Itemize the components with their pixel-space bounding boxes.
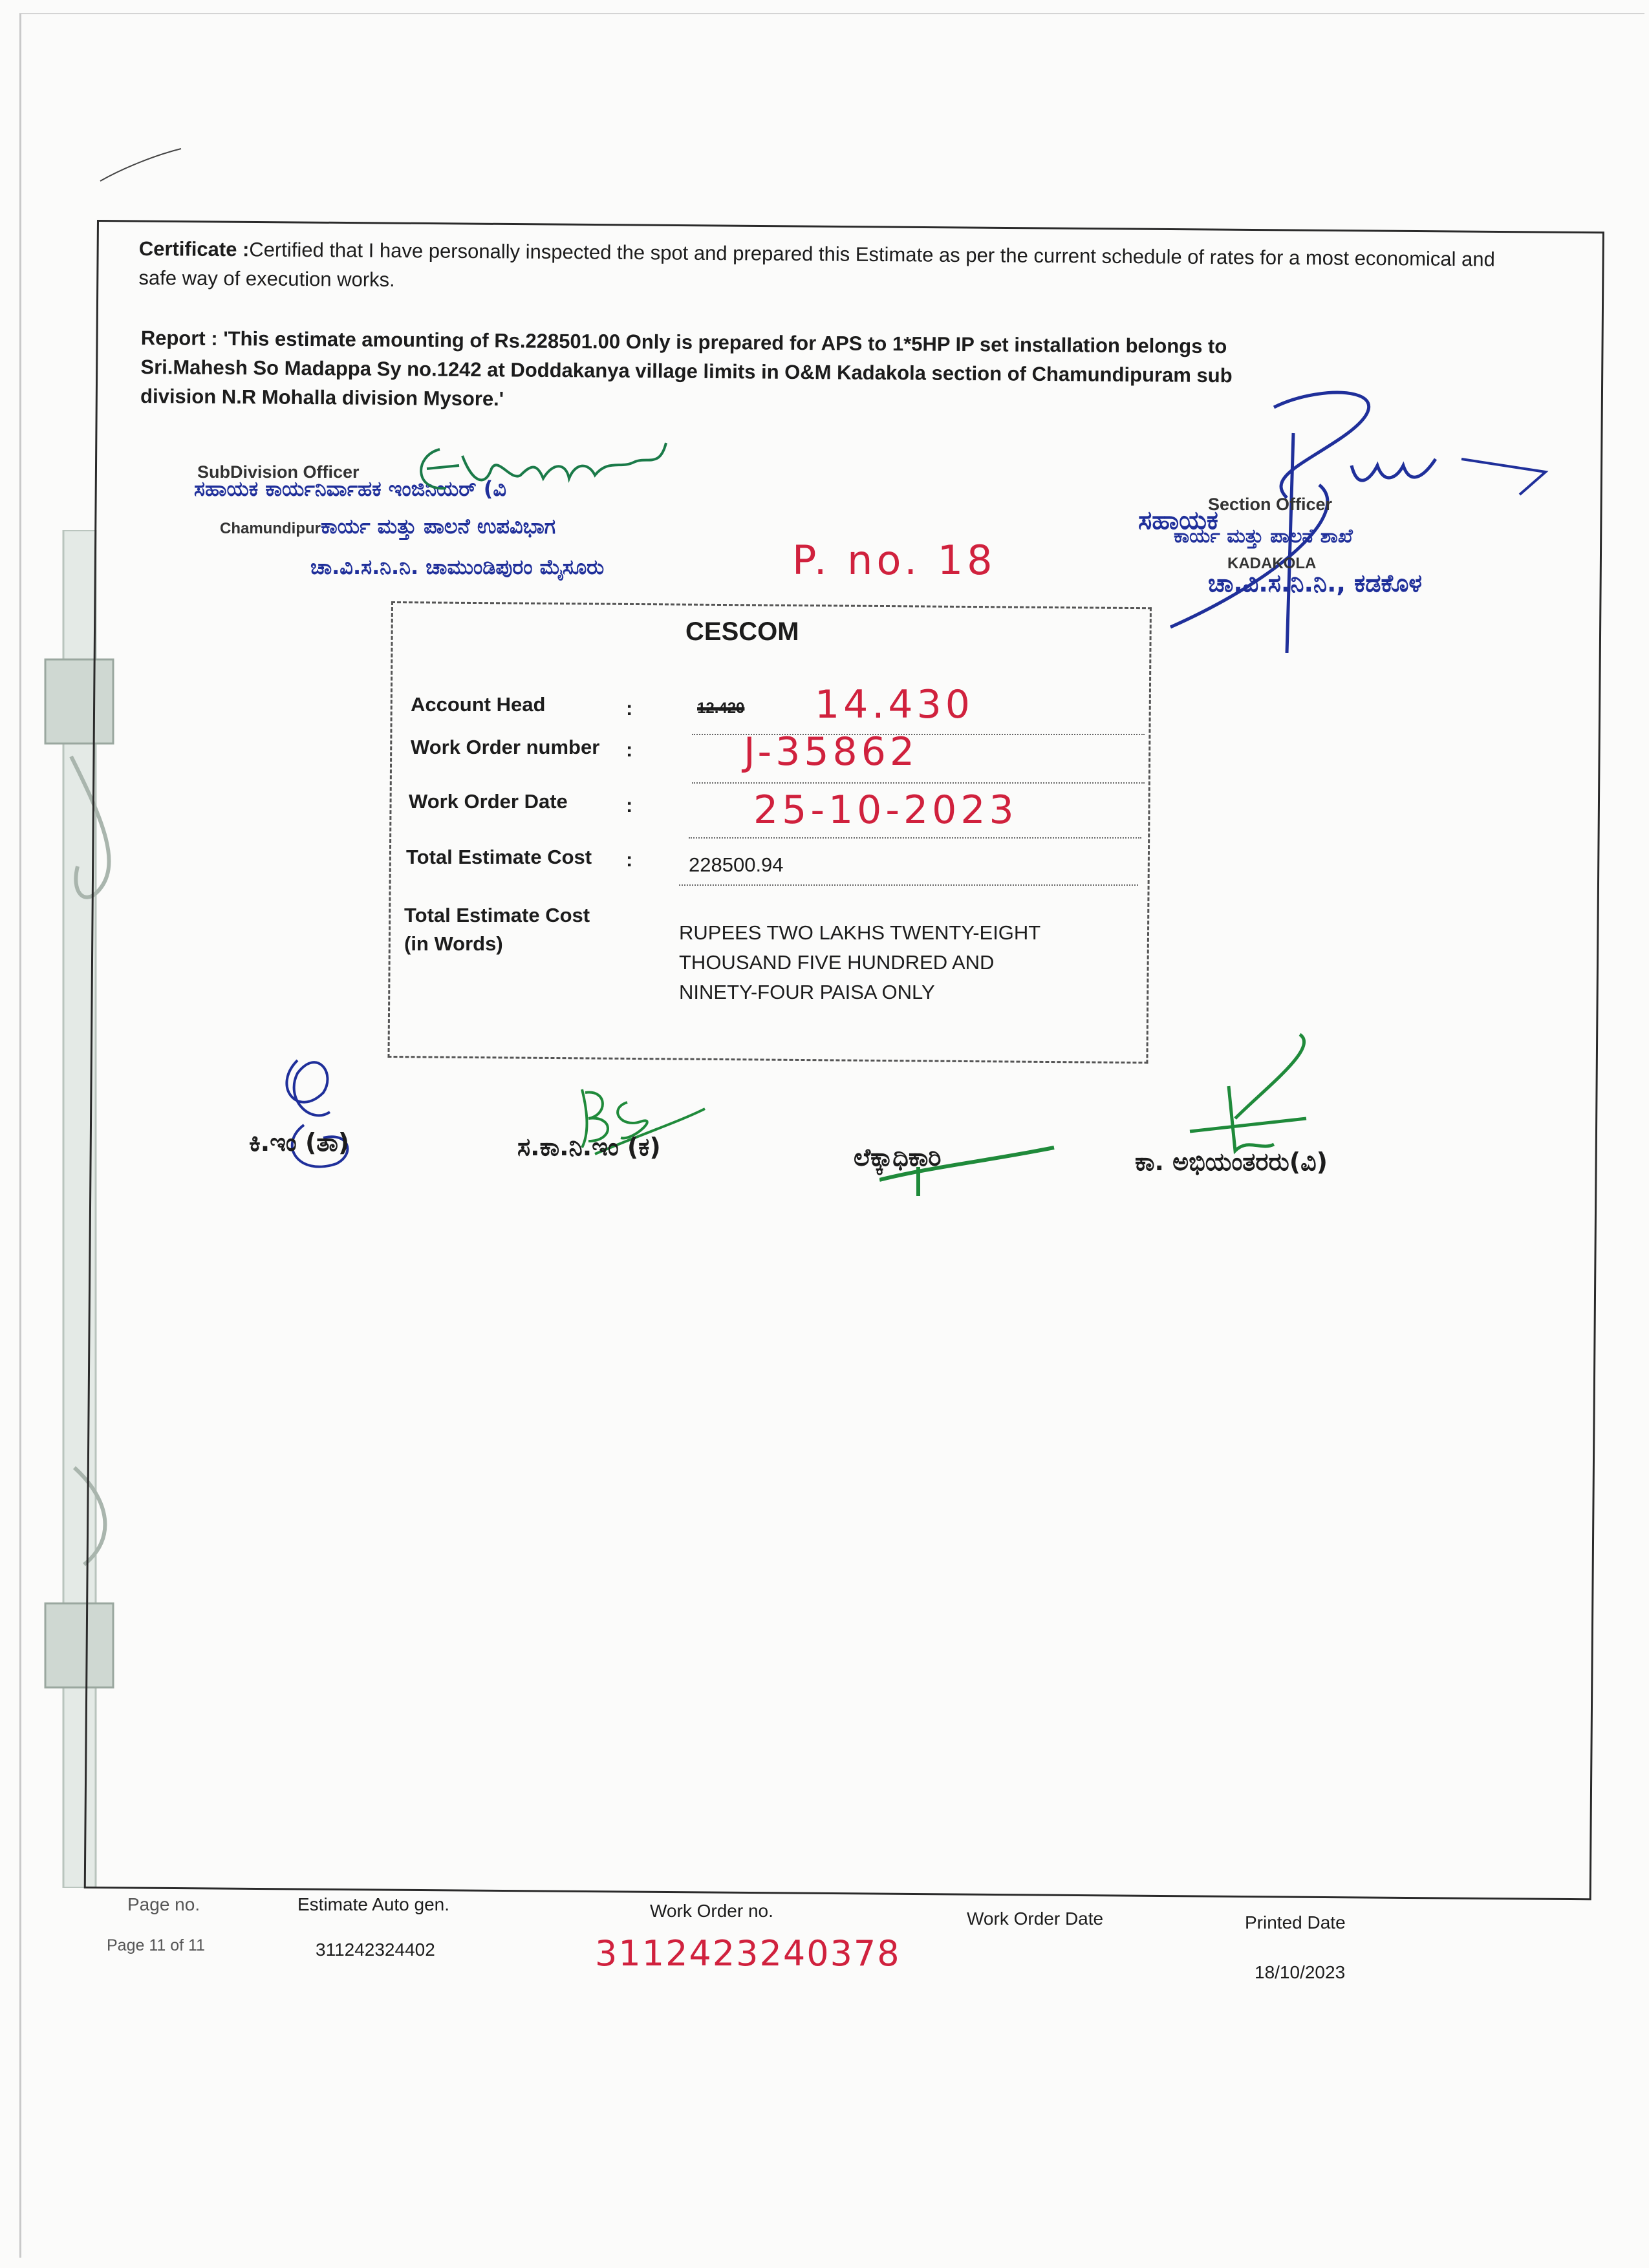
signature-scribble-1: [259, 1034, 388, 1190]
footer-page-label: Page no.: [127, 1894, 200, 1914]
signature-label-3: ಲೆಕ್ಕಾಧಿಕಾರಿ: [854, 1143, 942, 1171]
account-head-struck: 12.420: [697, 700, 745, 717]
account-head-label: Account Head: [411, 693, 546, 716]
total-estimate-words-label-2: (in Words): [404, 932, 503, 955]
footer-work-order-label: Work Order no.: [650, 1901, 773, 1921]
footer-work-order-date-label: Work Order Date: [967, 1909, 1104, 1929]
right-stamp-line3: ಚಾ.ವಿ.ಸ.ನಿ.ನಿ., ಕಡಕೊಳ: [1208, 569, 1422, 597]
left-stamp-line1: ಸಹಾಯಕ ಕಾರ್ಯನಿರ್ವಾಹಕ ಇಂಜಿನಿಯರ್ (ವಿ: [194, 476, 506, 501]
left-stamp-line2-kannada: ಕಾರ್ಯ ಮತ್ತು ಪಾಲನೆ ಉಪವಿಭಾಗ: [321, 514, 556, 539]
subdivision-officer-signature: [401, 430, 673, 501]
right-stamp-line1: ಸಹಾಯಕ: [1138, 506, 1218, 535]
certificate-label: Certificate :: [138, 237, 250, 261]
work-order-date-colon: :: [626, 794, 633, 817]
subdivision-officer-heading: SubDivision Officer: [197, 462, 360, 482]
signature-label-4: ಕಾ. ಅಭಿಯಂತರರು(ವಿ): [1135, 1148, 1328, 1176]
total-estimate-cost-value: 228500.94: [689, 853, 784, 876]
total-estimate-cost-dotline: [679, 884, 1138, 886]
pencil-mark: [97, 142, 188, 187]
total-estimate-words-label-1: Total Estimate Cost: [404, 904, 590, 926]
work-order-date-handwritten: 25-10-2023: [753, 787, 1018, 833]
words-line-3: NINETY-FOUR PAISA ONLY: [679, 981, 935, 1003]
footer-estimate-value: 311242324402: [316, 1940, 435, 1960]
section-officer-signature: [1158, 381, 1571, 653]
left-stamp-line3: ಚಾ.ವಿ.ಸ.ನಿ.ನಿ. ಚಾಮುಂಡಿಪುರಂ ಮೈಸೂರು: [310, 555, 605, 579]
footer-work-order-value: 3112423240378: [595, 1933, 901, 1974]
cescom-title: CESCOM: [685, 617, 799, 646]
left-stamp-line2-prefix: Chamundipur: [220, 520, 321, 537]
work-order-number-colon: :: [626, 738, 633, 761]
right-stamp-line2: ಕಾರ್ಯ ಮತ್ತು ಪಾಲನೆ ಶಾಖೆ: [1174, 525, 1353, 548]
words-line-1: RUPEES TWO LAKHS TWENTY-EIGHT: [679, 921, 1041, 944]
report-line3: division N.R Mohalla division Mysore.': [140, 384, 504, 411]
work-order-number-label: Work Order number: [411, 736, 600, 758]
account-head-colon: :: [626, 697, 633, 720]
words-line-2: THOUSAND FIVE HUNDRED AND: [679, 951, 995, 974]
right-stamp-place: KADAKOLA: [1227, 555, 1317, 572]
signature-label-1: ಕಿ.ಇಂ (ತಾ): [249, 1128, 350, 1157]
left-stamp-line2: [220, 514, 555, 539]
work-order-number-dotline: [692, 782, 1145, 784]
signature-label-2: ಸ.ಕಾ.ನಿ.ಇಂ (ಕ): [517, 1133, 661, 1161]
report-line2: Sri.Mahesh So Madappa Sy no.1242 at Doddakanya village limits in O&M Kadakola section of Chamundipuram sub: [140, 355, 1233, 387]
account-head-handwritten: 14.430: [815, 682, 974, 727]
work-order-date-dotline: [689, 837, 1141, 839]
footer-estimate-label: Estimate Auto gen.: [297, 1894, 450, 1914]
footer-printed-value: 18/10/2023: [1255, 1962, 1346, 1982]
subdivision-officer-signature-text: Chanmer: [401, 430, 404, 431]
page-number-handwritten: P. no. 18: [792, 537, 997, 584]
report-label: Report :: [140, 326, 218, 350]
certificate-text: Certified that I have personally inspected the spot and prepared this Estimate as per the current schedule of rates for a most economical and safe way of execution works.: [138, 238, 1495, 292]
total-estimate-cost-colon: :: [626, 848, 633, 871]
section-officer-heading: Section Officer: [1208, 495, 1333, 514]
certificate-paragraph: [138, 234, 1529, 303]
footer-printed-label: Printed Date: [1245, 1912, 1346, 1932]
work-order-date-label: Work Order Date: [409, 790, 568, 813]
total-estimate-words-value: [679, 918, 1040, 1007]
work-order-number-handwritten: J-35862: [744, 729, 919, 775]
total-estimate-cost-label: Total Estimate Cost: [406, 846, 592, 868]
footer-page-value: Page 11 of 11: [107, 1936, 205, 1954]
report-line1: 'This estimate amounting of Rs.228501.00 Only is prepared for APS to 1*5HP IP set installation belongs to: [223, 327, 1227, 358]
